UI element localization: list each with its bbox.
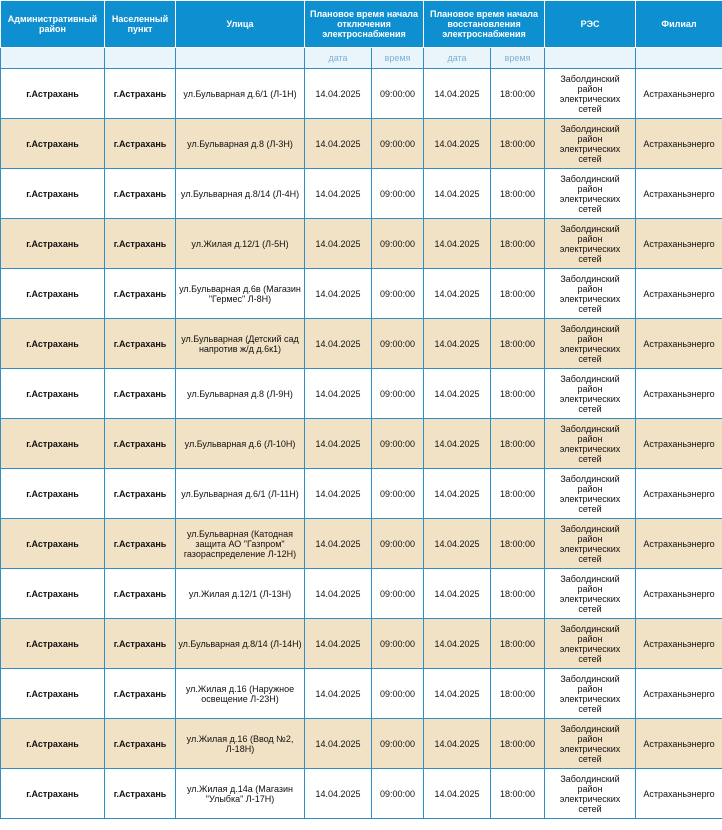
- cell-res: Заболдинский район электрических сетей: [545, 469, 636, 519]
- cell-on-date: 14.04.2025: [424, 669, 491, 719]
- cell-branch: Астраханьэнерго: [636, 469, 722, 519]
- cell-off-date: 14.04.2025: [305, 519, 372, 569]
- cell-branch: Астраханьэнерго: [636, 319, 722, 369]
- subheader-row: [1, 48, 722, 69]
- table-row: [1, 219, 722, 269]
- table-row: [1, 769, 722, 819]
- subheader-blank: [545, 48, 636, 69]
- cell-res: Заболдинский район электрических сетей: [545, 369, 636, 419]
- cell-settlement: г.Астрахань: [105, 169, 176, 219]
- header-res: РЭС: [545, 1, 636, 48]
- cell-off-time: 09:00:00: [372, 469, 424, 519]
- cell-off-date: 14.04.2025: [305, 369, 372, 419]
- cell-street: ул.Бульварная д.8 (Л-9Н): [176, 369, 305, 419]
- cell-off-time: 09:00:00: [372, 769, 424, 819]
- table-row: [1, 619, 722, 669]
- cell-settlement: г.Астрахань: [105, 469, 176, 519]
- cell-off-time: 09:00:00: [372, 719, 424, 769]
- cell-district: г.Астрахань: [1, 719, 105, 769]
- cell-branch: Астраханьэнерго: [636, 119, 722, 169]
- subheader-on-time: время: [491, 48, 545, 69]
- cell-branch: Астраханьэнерго: [636, 619, 722, 669]
- cell-on-time: 18:00:00: [491, 619, 545, 669]
- cell-settlement: г.Астрахань: [105, 369, 176, 419]
- cell-on-time: 18:00:00: [491, 519, 545, 569]
- header-off-time: Плановое время начала отключения электроснабжения: [305, 1, 424, 48]
- cell-on-date: 14.04.2025: [424, 219, 491, 269]
- table-row: [1, 569, 722, 619]
- cell-street: ул.Бульварная д.6/1 (Л-11Н): [176, 469, 305, 519]
- cell-off-time: 09:00:00: [372, 69, 424, 119]
- cell-district: г.Астрахань: [1, 169, 105, 219]
- header-on-time: Плановое время начала восстановления электроснабжения: [424, 1, 545, 48]
- cell-street: ул.Бульварная д.6/1 (Л-1Н): [176, 69, 305, 119]
- cell-district: г.Астрахань: [1, 769, 105, 819]
- cell-off-date: 14.04.2025: [305, 619, 372, 669]
- cell-street: ул.Жилая д.12/1 (Л-5Н): [176, 219, 305, 269]
- subheader-blank: [636, 48, 722, 69]
- cell-branch: Астраханьэнерго: [636, 169, 722, 219]
- cell-branch: Астраханьэнерго: [636, 369, 722, 419]
- subheader-off-time: время: [372, 48, 424, 69]
- cell-settlement: г.Астрахань: [105, 69, 176, 119]
- cell-street: ул.Бульварная д.6 (Л-10Н): [176, 419, 305, 469]
- cell-off-time: 09:00:00: [372, 569, 424, 619]
- cell-district: г.Астрахань: [1, 519, 105, 569]
- cell-off-time: 09:00:00: [372, 619, 424, 669]
- cell-res: Заболдинский район электрических сетей: [545, 69, 636, 119]
- cell-off-time: 09:00:00: [372, 169, 424, 219]
- subheader-on-date: дата: [424, 48, 491, 69]
- cell-settlement: г.Астрахань: [105, 719, 176, 769]
- cell-off-date: 14.04.2025: [305, 169, 372, 219]
- cell-on-date: 14.04.2025: [424, 469, 491, 519]
- cell-on-time: 18:00:00: [491, 369, 545, 419]
- cell-on-time: 18:00:00: [491, 219, 545, 269]
- cell-res: Заболдинский район электрических сетей: [545, 619, 636, 669]
- cell-district: г.Астрахань: [1, 619, 105, 669]
- cell-district: г.Астрахань: [1, 469, 105, 519]
- cell-res: Заболдинский район электрических сетей: [545, 269, 636, 319]
- cell-street: ул.Жилая д.14а (Магазин "Улыбка" Л-17Н): [176, 769, 305, 819]
- cell-settlement: г.Астрахань: [105, 119, 176, 169]
- header-settlement: Населенный пункт: [105, 1, 176, 48]
- cell-branch: Астраханьэнерго: [636, 269, 722, 319]
- table-row: [1, 269, 722, 319]
- cell-res: Заболдинский район электрических сетей: [545, 319, 636, 369]
- table-row: [1, 519, 722, 569]
- cell-off-date: 14.04.2025: [305, 769, 372, 819]
- cell-off-date: 14.04.2025: [305, 69, 372, 119]
- cell-settlement: г.Астрахань: [105, 669, 176, 719]
- cell-off-date: 14.04.2025: [305, 219, 372, 269]
- cell-on-time: 18:00:00: [491, 69, 545, 119]
- cell-on-time: 18:00:00: [491, 419, 545, 469]
- cell-district: г.Астрахань: [1, 119, 105, 169]
- header-branch: Филиал: [636, 1, 722, 48]
- cell-settlement: г.Астрахань: [105, 269, 176, 319]
- cell-on-time: 18:00:00: [491, 319, 545, 369]
- cell-off-date: 14.04.2025: [305, 469, 372, 519]
- cell-on-date: 14.04.2025: [424, 519, 491, 569]
- cell-res: Заболдинский район электрических сетей: [545, 119, 636, 169]
- cell-district: г.Астрахань: [1, 369, 105, 419]
- cell-branch: Астраханьэнерго: [636, 669, 722, 719]
- table-row: [1, 719, 722, 769]
- table-row: [1, 419, 722, 469]
- table-row: [1, 69, 722, 119]
- cell-on-date: 14.04.2025: [424, 119, 491, 169]
- cell-branch: Астраханьэнерго: [636, 69, 722, 119]
- cell-on-time: 18:00:00: [491, 169, 545, 219]
- cell-off-time: 09:00:00: [372, 219, 424, 269]
- cell-district: г.Астрахань: [1, 319, 105, 369]
- cell-on-date: 14.04.2025: [424, 719, 491, 769]
- header-row: [1, 1, 722, 48]
- subheader-blank: [105, 48, 176, 69]
- cell-district: г.Астрахань: [1, 419, 105, 469]
- cell-res: Заболдинский район электрических сетей: [545, 719, 636, 769]
- cell-on-date: 14.04.2025: [424, 369, 491, 419]
- cell-settlement: г.Астрахань: [105, 619, 176, 669]
- cell-off-date: 14.04.2025: [305, 569, 372, 619]
- cell-district: г.Астрахань: [1, 269, 105, 319]
- table-row: [1, 169, 722, 219]
- header-district: Административный район: [1, 1, 105, 48]
- table-header: [1, 1, 722, 69]
- cell-branch: Астраханьэнерго: [636, 719, 722, 769]
- cell-on-time: 18:00:00: [491, 269, 545, 319]
- cell-settlement: г.Астрахань: [105, 419, 176, 469]
- cell-settlement: г.Астрахань: [105, 319, 176, 369]
- cell-branch: Астраханьэнерго: [636, 569, 722, 619]
- cell-on-time: 18:00:00: [491, 469, 545, 519]
- cell-off-date: 14.04.2025: [305, 719, 372, 769]
- cell-off-time: 09:00:00: [372, 669, 424, 719]
- cell-on-time: 18:00:00: [491, 569, 545, 619]
- cell-res: Заболдинский район электрических сетей: [545, 169, 636, 219]
- cell-district: г.Астрахань: [1, 569, 105, 619]
- cell-settlement: г.Астрахань: [105, 569, 176, 619]
- cell-street: ул.Жилая д.12/1 (Л-13Н): [176, 569, 305, 619]
- cell-district: г.Астрахань: [1, 669, 105, 719]
- cell-off-time: 09:00:00: [372, 119, 424, 169]
- cell-off-time: 09:00:00: [372, 369, 424, 419]
- cell-street: ул.Жилая д.16 (Наружное освещение Л-23Н): [176, 669, 305, 719]
- cell-branch: Астраханьэнерго: [636, 769, 722, 819]
- table-row: [1, 319, 722, 369]
- cell-off-time: 09:00:00: [372, 319, 424, 369]
- cell-off-date: 14.04.2025: [305, 419, 372, 469]
- cell-res: Заболдинский район электрических сетей: [545, 419, 636, 469]
- cell-res: Заболдинский район электрических сетей: [545, 519, 636, 569]
- cell-on-date: 14.04.2025: [424, 769, 491, 819]
- subheader-blank: [176, 48, 305, 69]
- cell-on-time: 18:00:00: [491, 719, 545, 769]
- cell-on-date: 14.04.2025: [424, 419, 491, 469]
- cell-off-time: 09:00:00: [372, 419, 424, 469]
- cell-on-date: 14.04.2025: [424, 319, 491, 369]
- subheader-off-date: дата: [305, 48, 372, 69]
- cell-on-date: 14.04.2025: [424, 269, 491, 319]
- cell-district: г.Астрахань: [1, 219, 105, 269]
- table-row: [1, 369, 722, 419]
- cell-off-date: 14.04.2025: [305, 319, 372, 369]
- cell-on-time: 18:00:00: [491, 119, 545, 169]
- cell-res: Заболдинский район электрических сетей: [545, 219, 636, 269]
- cell-branch: Астраханьэнерго: [636, 419, 722, 469]
- cell-street: ул.Бульварная (Детский сад напротив ж/д д.6к1): [176, 319, 305, 369]
- cell-district: г.Астрахань: [1, 69, 105, 119]
- cell-on-date: 14.04.2025: [424, 69, 491, 119]
- cell-on-date: 14.04.2025: [424, 169, 491, 219]
- cell-branch: Астраханьэнерго: [636, 519, 722, 569]
- cell-res: Заболдинский район электрических сетей: [545, 669, 636, 719]
- cell-on-time: 18:00:00: [491, 669, 545, 719]
- cell-street: ул.Бульварная д.6в (Магазин "Гермес" Л-8Н): [176, 269, 305, 319]
- cell-street: ул.Бульварная д.8/14 (Л-4Н): [176, 169, 305, 219]
- table-row: [1, 469, 722, 519]
- cell-on-date: 14.04.2025: [424, 569, 491, 619]
- table-body: [1, 69, 722, 819]
- cell-branch: Астраханьэнерго: [636, 219, 722, 269]
- cell-off-date: 14.04.2025: [305, 269, 372, 319]
- table-row: [1, 669, 722, 719]
- cell-off-date: 14.04.2025: [305, 119, 372, 169]
- cell-street: ул.Жилая д.16 (Ввод №2, Л-18Н): [176, 719, 305, 769]
- cell-on-time: 18:00:00: [491, 769, 545, 819]
- cell-off-time: 09:00:00: [372, 269, 424, 319]
- cell-settlement: г.Астрахань: [105, 769, 176, 819]
- subheader-blank: [1, 48, 105, 69]
- cell-street: ул.Бульварная д.8 (Л-3Н): [176, 119, 305, 169]
- cell-on-date: 14.04.2025: [424, 619, 491, 669]
- cell-res: Заболдинский район электрических сетей: [545, 769, 636, 819]
- table-row: [1, 119, 722, 169]
- cell-res: Заболдинский район электрических сетей: [545, 569, 636, 619]
- header-street: Улица: [176, 1, 305, 48]
- cell-settlement: г.Астрахань: [105, 219, 176, 269]
- cell-street: ул.Бульварная д.8/14 (Л-14Н): [176, 619, 305, 669]
- cell-off-date: 14.04.2025: [305, 669, 372, 719]
- cell-off-time: 09:00:00: [372, 519, 424, 569]
- cell-street: ул.Бульварная (Катодная защита АО "Газпром" газораспределение Л-12Н): [176, 519, 305, 569]
- cell-settlement: г.Астрахань: [105, 519, 176, 569]
